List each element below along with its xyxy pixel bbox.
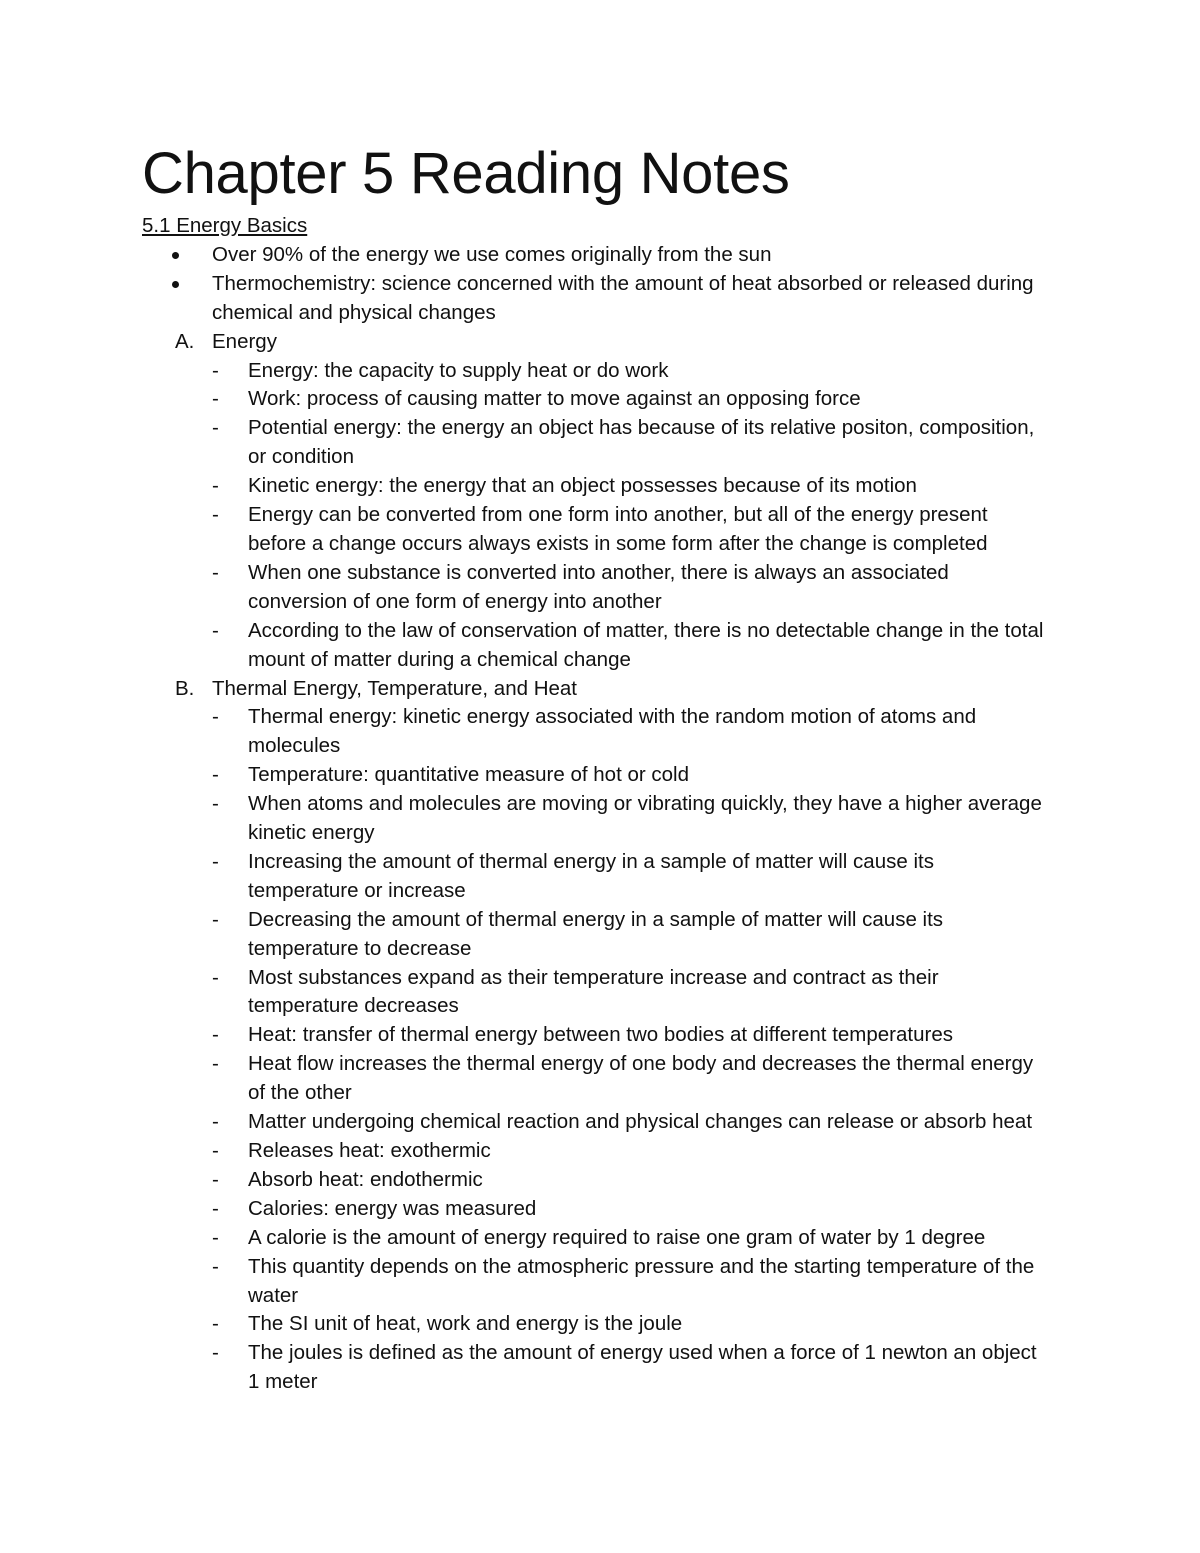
dash-marker: -: [212, 907, 219, 931]
subsection-heading: [142, 675, 1050, 704]
list-item: [142, 848, 1050, 906]
dash-marker: -: [212, 358, 219, 382]
subsection-thermal-energy: [142, 675, 1050, 1398]
list-item: [142, 703, 1050, 761]
section-5-1: [142, 212, 1050, 1397]
subsection-title: Thermal Energy, Temperature, and Heat: [212, 676, 578, 700]
dash-marker: -: [212, 1052, 219, 1076]
list-item-text: Kinetic energy: the energy that an object possesses because of its motion: [248, 474, 917, 498]
list-item: [142, 1021, 1050, 1050]
dash-marker: -: [212, 763, 219, 787]
dash-marker: -: [212, 387, 219, 411]
list-item: [142, 472, 1050, 501]
list-item: [142, 1050, 1050, 1108]
subsection-energy: [142, 328, 1050, 675]
list-item: [142, 1339, 1050, 1397]
dash-marker: -: [212, 849, 219, 873]
bullet-item: Thermochemistry: science concerned with the amount of heat absorbed or released during chemical and physical changes: [142, 270, 1050, 328]
list-item-text: Increasing the amount of thermal energy in a sample of matter will cause its temperature or increase: [248, 849, 934, 902]
dash-marker: -: [212, 1254, 219, 1278]
dash-marker: -: [212, 1341, 219, 1365]
list-item-text: Energy: the capacity to supply heat or do work: [248, 358, 669, 382]
dash-marker: -: [212, 1167, 219, 1191]
list-item-text: Energy can be converted from one form into another, but all of the energy present before a change occurs always exists in some form after the change is completed: [248, 503, 988, 555]
list-item-text: Most substances expand as their temperature increase and contract as their temperature decreases: [248, 965, 939, 1018]
list-item-text: Temperature: quantitative measure of hot or cold: [248, 763, 689, 787]
list-item: [142, 1137, 1050, 1166]
list-item: [142, 357, 1050, 386]
subsection-title: Energy: [212, 329, 277, 353]
list-item-text: Potential energy: the energy an object has because of its relative positon, composition, or condition: [248, 416, 1035, 469]
list-item: [142, 964, 1050, 1022]
list-item: [142, 761, 1050, 790]
subsection-marker: A.: [175, 329, 195, 353]
bullet-item: Over 90% of the energy we use comes originally from the sun: [142, 241, 1050, 270]
list-item-text: When one substance is converted into another, there is always an associated conversion of one form of energy into another: [248, 560, 949, 613]
list-item: [142, 501, 1050, 559]
dash-list: [142, 703, 1050, 1397]
list-item: [142, 1166, 1050, 1195]
dash-marker: -: [212, 618, 219, 642]
dash-marker: -: [212, 705, 219, 729]
list-item: [142, 414, 1050, 472]
dash-marker: -: [212, 1225, 219, 1249]
list-item-text: When atoms and molecules are moving or vibrating quickly, they have a higher average kinetic energy: [248, 792, 1042, 845]
list-item-text: Calories: energy was measured: [248, 1196, 537, 1220]
list-item-text: Thermal energy: kinetic energy associated with the random motion of atoms and molecules: [248, 705, 977, 758]
dash-marker: -: [212, 965, 219, 989]
section-heading: 5.1 Energy Basics: [142, 214, 308, 237]
dash-marker: -: [212, 1196, 219, 1220]
bullet-list: [142, 241, 1050, 328]
list-item-text: Releases heat: exothermic: [248, 1139, 491, 1162]
dash-marker: -: [212, 503, 219, 527]
subsection-heading: [142, 328, 1050, 357]
subsection-marker: B.: [175, 676, 195, 700]
dash-marker: -: [212, 560, 219, 584]
list-item-text: This quantity depends on the atmospheric pressure and the starting temperature of the water: [248, 1254, 1035, 1307]
list-item-text: Work: process of causing matter to move against an opposing force: [248, 387, 861, 411]
page-title: Chapter 5 Reading Notes: [142, 141, 790, 206]
list-item: [142, 1253, 1050, 1311]
list-item-text: Absorb heat: endothermic: [248, 1167, 483, 1191]
list-item: [142, 385, 1050, 414]
list-item: [142, 1108, 1050, 1137]
dash-list: [142, 357, 1050, 675]
dash-marker: -: [212, 1312, 219, 1336]
list-item-text: Heat flow increases the thermal energy of one body and decreases the thermal energy of the other: [248, 1052, 1034, 1105]
list-item: [142, 790, 1050, 848]
dash-marker: -: [212, 416, 219, 440]
list-item-text: A calorie is the amount of energy required to raise one gram of water by 1 degree: [248, 1225, 986, 1249]
list-item-text: Heat: transfer of thermal energy between two bodies at different temperatures: [248, 1023, 953, 1047]
dash-marker: -: [212, 1139, 219, 1162]
dash-marker: -: [212, 1110, 219, 1134]
list-item: [142, 1224, 1050, 1253]
list-item: [142, 1195, 1050, 1224]
list-item: [142, 559, 1050, 617]
list-item: [142, 906, 1050, 964]
list-item: [142, 1310, 1050, 1339]
list-item-text: The joules is defined as the amount of energy used when a force of 1 newton an object 1 meter: [248, 1341, 1037, 1394]
list-item-text: Decreasing the amount of thermal energy in a sample of matter will cause its temperature to decrease: [248, 907, 944, 960]
dash-marker: -: [212, 474, 219, 498]
list-item-text: Matter undergoing chemical reaction and physical changes can release or absorb heat: [248, 1110, 1033, 1134]
list-item-text: The SI unit of heat, work and energy is the joule: [248, 1312, 683, 1336]
dash-marker: -: [212, 1023, 219, 1047]
list-item: [142, 617, 1050, 675]
dash-marker: -: [212, 792, 219, 816]
list-item-text: According to the law of conservation of matter, there is no detectable change in the total mount of matter during a chemical change: [248, 618, 1044, 671]
